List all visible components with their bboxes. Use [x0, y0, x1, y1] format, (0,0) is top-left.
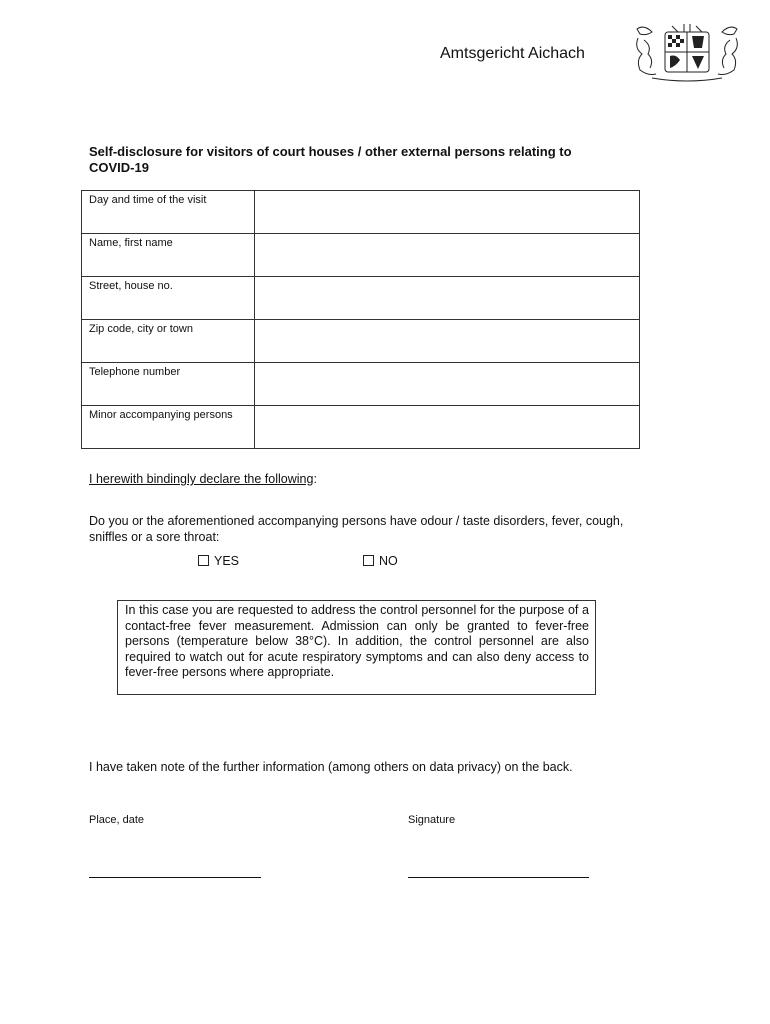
table-row [82, 277, 640, 320]
table-row [82, 320, 640, 363]
field-label: Street, house no. [82, 277, 255, 320]
yes-checkbox[interactable] [198, 555, 209, 566]
no-option[interactable] [363, 554, 398, 568]
telephone-field[interactable] [254, 363, 639, 406]
field-label: Day and time of the visit [82, 191, 255, 234]
field-label: Telephone number [82, 363, 255, 406]
name-field[interactable] [254, 234, 639, 277]
day-time-field[interactable] [254, 191, 639, 234]
declaration-colon: : [313, 472, 317, 486]
signature-line[interactable] [408, 877, 589, 878]
yes-label: YES [214, 554, 240, 568]
place-date-line[interactable] [89, 877, 261, 878]
signature-label: Signature [408, 814, 456, 826]
symptom-question: Do you or the aforementioned accompanying persons have odour / taste disorders, fever, cough, sniffles or a sore throat: [89, 514, 624, 544]
bavarian-coat-of-arms-icon [632, 24, 742, 84]
no-checkbox[interactable] [363, 555, 374, 566]
notice-box [117, 600, 596, 695]
field-label: Minor accompanying persons [82, 406, 255, 449]
table-row [82, 363, 640, 406]
form-title: Self-disclosure for visitors of court houses / other external persons relating to COVID-19 [89, 144, 572, 175]
minor-persons-field[interactable] [254, 406, 639, 449]
field-label: Name, first name [82, 234, 255, 277]
place-date-label: Place, date [89, 814, 145, 826]
no-label: NO [379, 554, 398, 568]
zip-city-field[interactable] [254, 320, 639, 363]
table-row [82, 191, 640, 234]
notice-text: In this case you are requested to address the control personnel for the purpose of a contact-free fever measurement. Admission can only be granted to fever-free persons (temperature below 38°C). In addition, the control personnel are also required to watch out for acute respiratory symptoms and can also deny access to fever-free persons where appropriate. [125, 603, 589, 679]
court-name: Amtsgericht Aichach [440, 45, 585, 62]
yes-option[interactable] [198, 554, 239, 568]
table-row [82, 406, 640, 449]
field-label: Zip code, city or town [82, 320, 255, 363]
declaration-text [89, 472, 317, 486]
street-field[interactable] [254, 277, 639, 320]
declaration-heading: I herewith bindingly declare the following [89, 472, 314, 486]
visitor-details-table [81, 190, 640, 449]
privacy-note: I have taken note of the further information (among others on data privacy) on the back. [89, 760, 573, 774]
table-row [82, 234, 640, 277]
